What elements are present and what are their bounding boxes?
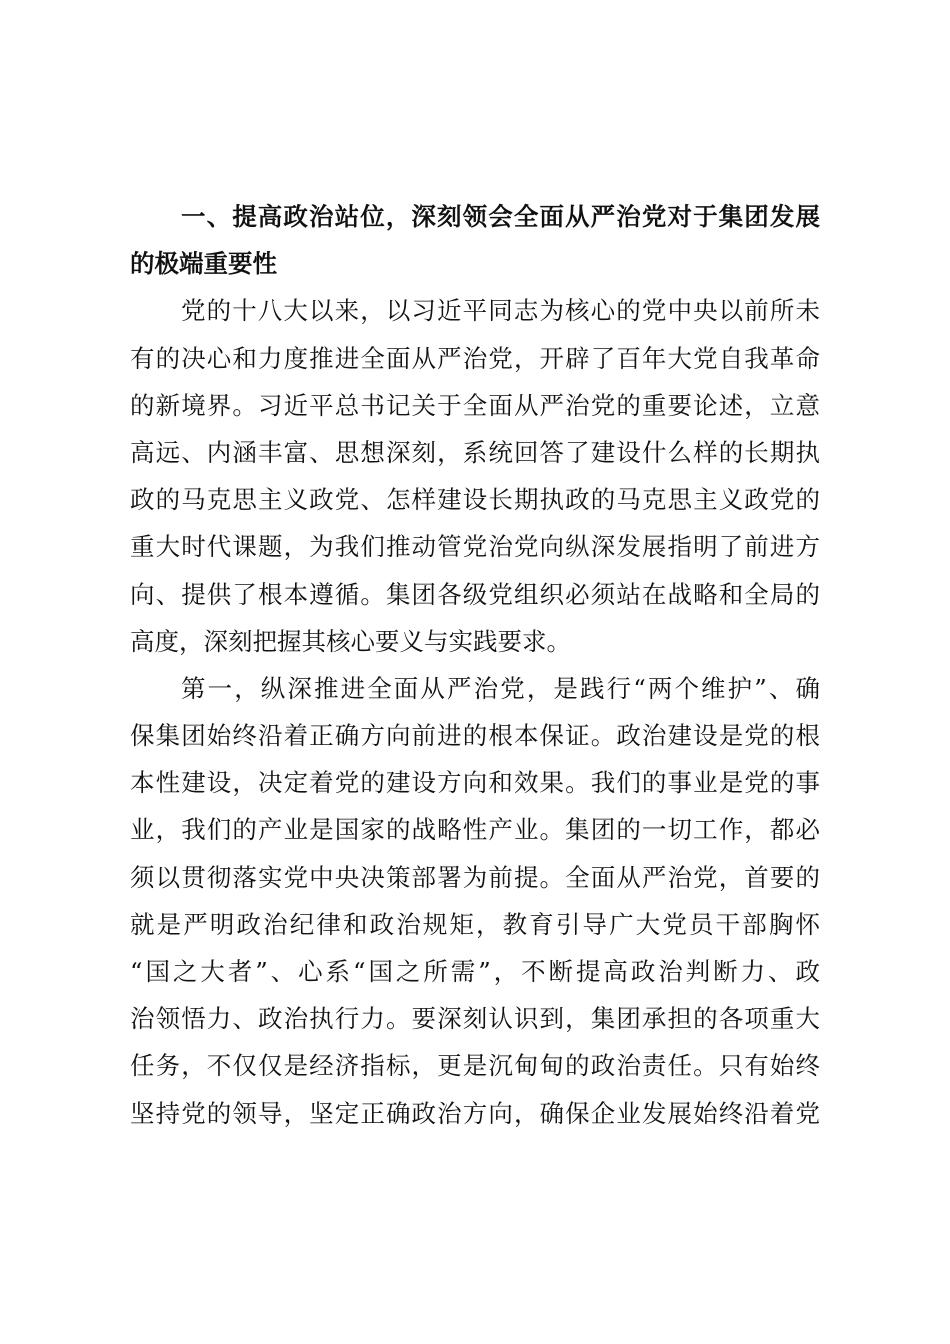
section-heading: [130, 193, 820, 287]
text-line: 就是严明政治纪律和政治规矩，教育引导广大党员干部胸怀: [130, 909, 820, 939]
paragraph-2: [130, 665, 820, 1137]
text-line: 政的马克思主义政党、怎样建设长期执政的马克思主义政党的: [130, 485, 820, 515]
heading-line: 的极端重要性: [130, 249, 277, 279]
text-line: 坚持党的领导，坚定正确政治方向，确保企业发展始终沿着党: [130, 1098, 820, 1128]
text-line: 本性建设，决定着党的建设方向和效果。我们的事业是党的事: [130, 768, 820, 798]
text-line: 高度，深刻把握其核心要义与实践要求。: [130, 626, 571, 656]
text-line: 任务，不仅仅是经济指标，更是沉甸甸的政治责任。只有始终: [130, 1051, 820, 1081]
text-line: 保集团始终沿着正确方向前进的根本保证。政治建设是党的根: [130, 721, 820, 751]
text-line: 治领悟力、政治执行力。要深刻认识到，集团承担的各项重大: [130, 1004, 820, 1034]
text-line: 第一，纵深推进全面从严治党，是践行“两个维护”、确: [181, 673, 820, 703]
text-line: 有的决心和力度推进全面从严治党，开辟了百年大党自我革命: [130, 343, 820, 373]
paragraph-1: [130, 287, 820, 665]
text-line: 向、提供了根本遵循。集团各级党组织必须站在战略和全局的: [130, 579, 820, 609]
text-line: 须以贯彻落实党中央决策部署为前提。全面从严治党，首要的: [130, 862, 820, 892]
text-line: 的新境界。习近平总书记关于全面从严治党的重要论述，立意: [130, 390, 820, 420]
heading-line: 一、提高政治站位，深刻领会全面从严治党对于集团发展: [181, 202, 820, 231]
text-line: 党的十八大以来，以习近平同志为核心的党中央以前所未: [181, 296, 820, 326]
text-line: 高远、内涵丰富、思想深刻，系统回答了建设什么样的长期执: [130, 437, 820, 467]
text-line: 重大时代课题，为我们推动管党治党向纵深发展指明了前进方: [130, 532, 820, 562]
document-page: [130, 193, 820, 1137]
text-line: “国之大者”、心系“国之所需”，不断提高政治判断力、政: [130, 957, 820, 986]
text-line: 业，我们的产业是国家的战略性产业。集团的一切工作，都必: [130, 815, 820, 845]
